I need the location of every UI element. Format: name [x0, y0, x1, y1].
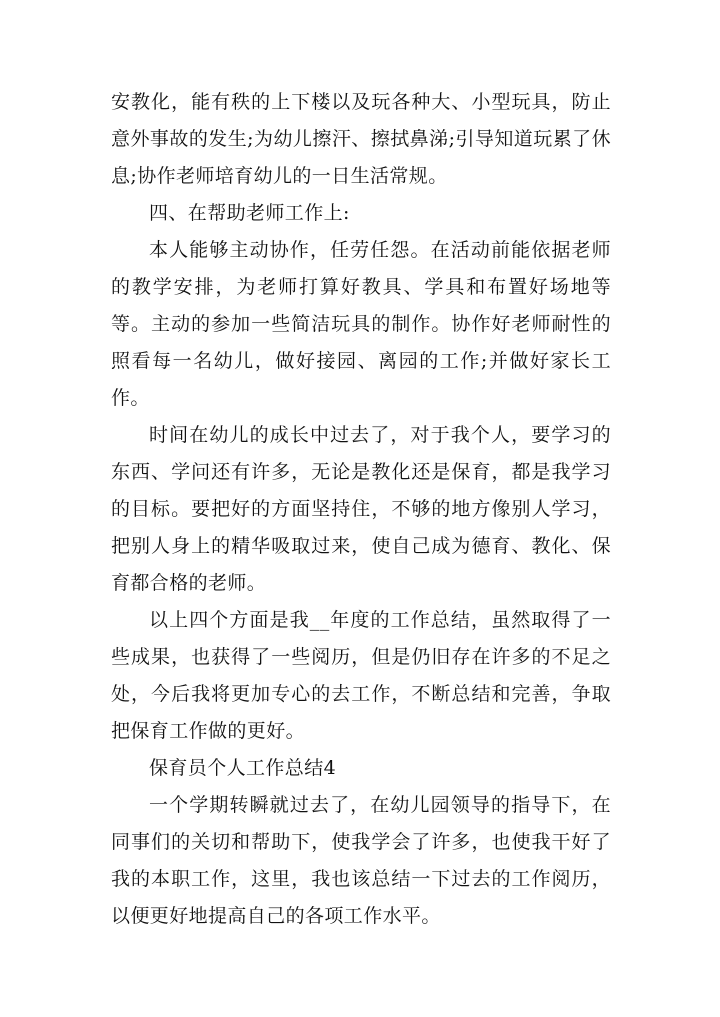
paragraph-reflection: 时间在幼儿的成长中过去了，对于我个人，要学习的东西、学问还有许多，无论是教化还是保育，都是我学习的目标。要把好的方面坚持住，不够的地方像别人学习，把别人身上的精华吸取过来，使自己成为德育、教化、保育都合格的老师。: [111, 424, 611, 594]
section-heading-four: 四、在帮助老师工作上:: [149, 202, 350, 224]
paragraph-assist-teacher: 本人能够主动协作，任劳任怨。在活动前能依据老师的教学安排，为老师打算好教具、学具和布置好场地等等。主动的参加一些简洁玩具的制作。协作好老师耐性的照看每一名幼儿，做好接园、离园的工作;并做好家长工作。: [111, 239, 611, 409]
paragraph-summary-4-intro: 一个学期转瞬就过去了，在幼儿园领导的指导下，在同事们的关切和帮助下，使我学会了许多，也使我干好了我的本职工作，这里，我也该总结一下过去的工作阅历，以便更好地提高自己的各项工作水平。: [111, 794, 611, 927]
document-body: [111, 84, 611, 935]
paragraph-continuation: 安教化，能有秩的上下楼以及玩各种大、小型玩具，防止意外事故的发生;为幼儿擦汗、擦拭鼻涕;引导知道玩累了休息;协作老师培育幼儿的一日生活常规。: [111, 91, 611, 187]
paragraph-conclusion: 以上四个方面是我__年度的工作总结，虽然取得了一些成果，也获得了一些阅历，但是仍旧存在许多的不足之处，今后我将更加专心的去工作，不断总结和完善，争取把保育工作做的更好。: [111, 609, 611, 742]
summary-4-title: 保育员个人工作总结4: [149, 757, 337, 779]
